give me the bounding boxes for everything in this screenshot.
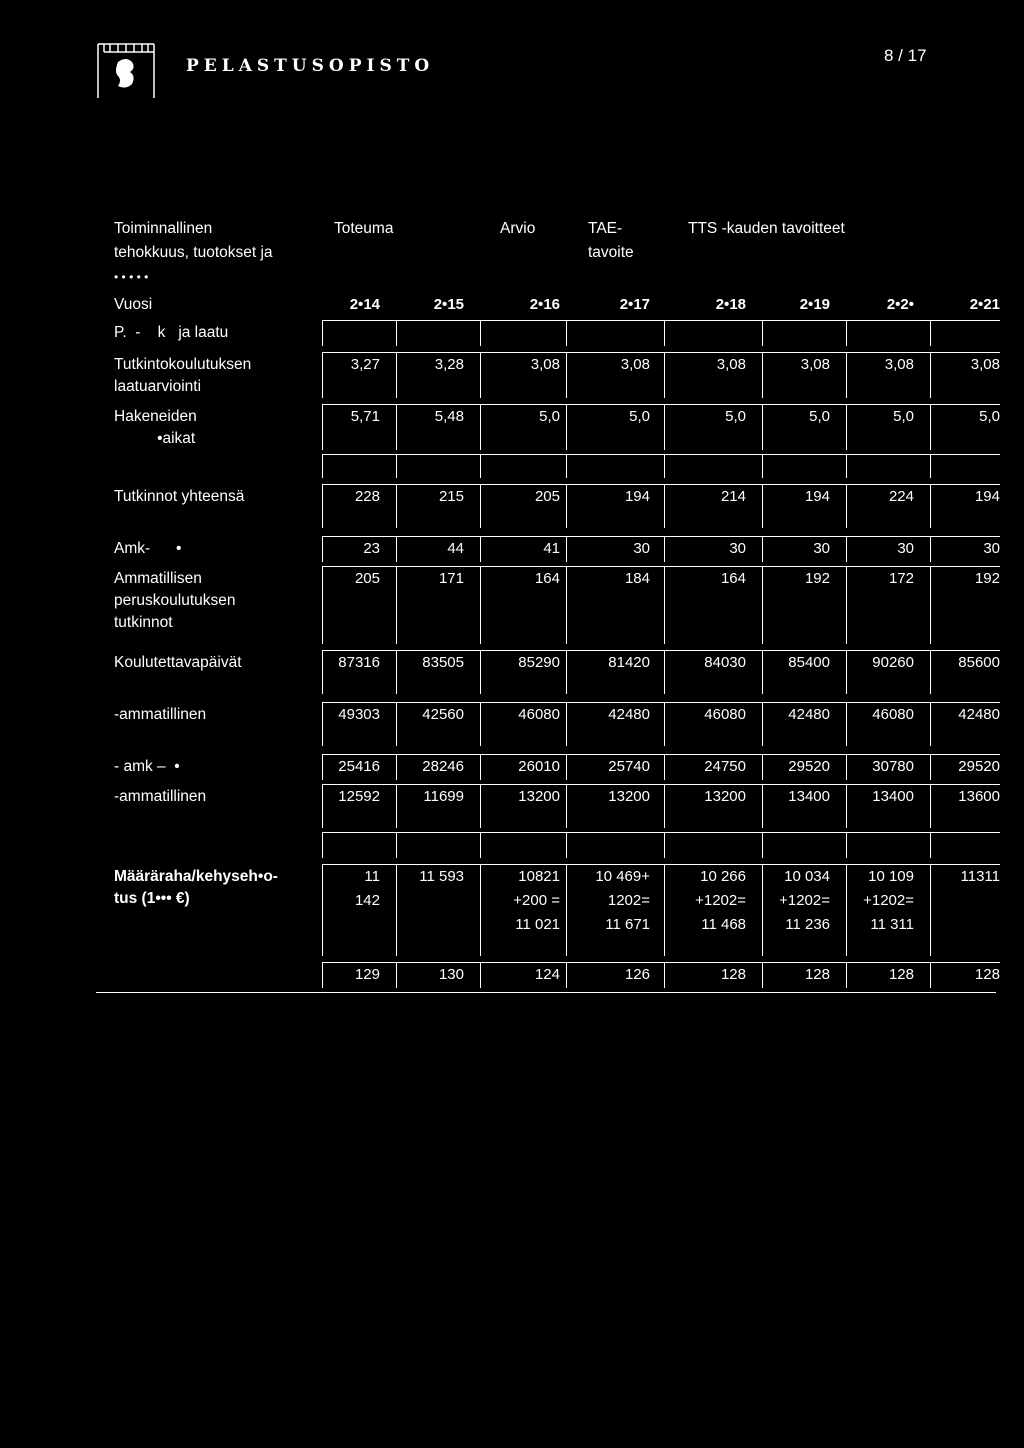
cell-value: 23	[363, 540, 380, 557]
row-label: tutkinnot	[114, 614, 173, 631]
cell-value: 184	[624, 570, 650, 587]
table-cell	[480, 454, 566, 478]
cell-value: 12592	[338, 788, 380, 805]
cell-value: 11 671	[605, 916, 650, 933]
cell-value: 13200	[608, 788, 650, 805]
table-cell	[480, 832, 566, 858]
table-cell	[322, 832, 396, 858]
cell-value: 13400	[872, 788, 914, 805]
table-cell	[396, 320, 480, 346]
cell-value: 85290	[518, 654, 560, 671]
cell-value: 142	[354, 892, 380, 909]
rescue-college-logo-icon	[96, 40, 162, 100]
cell-value: 5,0	[809, 408, 830, 425]
table-cell	[322, 454, 396, 478]
cell-value: 3,08	[716, 356, 746, 373]
cell-value: +200 =	[513, 892, 560, 909]
cell-value: 3,08	[884, 356, 914, 373]
cell-value: 41	[543, 540, 560, 557]
cell-value: 13600	[958, 788, 1000, 805]
row-label: Määräraha/kehyseh•o-	[114, 868, 278, 885]
table-cell	[664, 320, 762, 346]
cell-value: 13200	[704, 788, 746, 805]
table-cell	[322, 320, 396, 346]
row-label: Tutkintokoulutuksen	[114, 356, 252, 373]
cell-value: 3,28	[434, 356, 464, 373]
cell-value: 10 469+	[595, 868, 650, 885]
cell-value: 5,0	[725, 408, 746, 425]
cell-value: 11	[364, 868, 380, 885]
cell-value: 205	[354, 570, 380, 587]
cell-value: +1202=	[863, 892, 914, 909]
row-label: Koulutettavapäivät	[114, 654, 242, 671]
arvio-header: Arvio	[500, 220, 536, 237]
cell-value: 30780	[872, 758, 914, 775]
cell-value: 5,0	[979, 408, 1000, 425]
cell-value: 49303	[338, 706, 380, 723]
cell-value: 44	[447, 540, 464, 557]
label-header-line2: tehokkuus, tuotokset ja	[114, 244, 273, 261]
cell-value: 13200	[518, 788, 560, 805]
cell-value: 164	[720, 570, 746, 587]
cell-value: 128	[974, 966, 1000, 983]
cell-value: 28246	[422, 758, 464, 775]
table-cell	[664, 832, 762, 858]
cell-value: 124	[534, 966, 560, 983]
table-cell	[396, 832, 480, 858]
cell-value: 30	[983, 540, 1000, 557]
cell-value: 10 034	[784, 868, 830, 885]
table-cell	[762, 454, 846, 478]
tae-header-line1: TAE-	[588, 220, 623, 237]
cell-value: 42560	[422, 706, 464, 723]
label-header-line1: Toiminnallinen	[114, 220, 213, 237]
cell-value: 5,71	[350, 408, 380, 425]
cell-value: 5,0	[539, 408, 560, 425]
row-label: laatuarviointi	[114, 378, 202, 395]
cell-value: 11 593	[419, 868, 464, 885]
year-header: 2•18	[715, 296, 746, 313]
cell-value: 11699	[423, 788, 464, 805]
cell-value: 84030	[704, 654, 746, 671]
table-cell	[566, 832, 664, 858]
page-number: 8 / 17	[884, 46, 927, 65]
tts-header: TTS -kauden tavoitteet	[688, 220, 845, 237]
cell-value: 128	[804, 966, 830, 983]
cell-value: 46080	[518, 706, 560, 723]
cell-value: 29520	[788, 758, 830, 775]
cell-value: 1202=	[607, 892, 650, 909]
row-label: Tutkinnot yhteensä	[114, 488, 245, 505]
table-bottom-rule	[96, 992, 996, 993]
year-row-label: Vuosi	[114, 296, 153, 313]
cell-value: +1202=	[695, 892, 746, 909]
cell-value: 25740	[608, 758, 650, 775]
cell-value: 13400	[788, 788, 830, 805]
cell-value: 194	[804, 488, 830, 505]
row-label: -ammatillinen	[114, 706, 207, 723]
table-cell	[930, 832, 1000, 858]
cell-value: 215	[438, 488, 464, 505]
cell-value: 81420	[608, 654, 650, 671]
label-header-line3: • • • • •	[114, 270, 149, 284]
cell-value: 10 266	[700, 868, 746, 885]
year-header: 2•15	[433, 296, 464, 313]
cell-value: 42480	[608, 706, 650, 723]
cell-value: 171	[438, 570, 464, 587]
cell-value: 192	[974, 570, 1000, 587]
cell-value: 11 311	[870, 916, 914, 933]
cell-value: 3,08	[970, 356, 1000, 373]
cell-value: 30	[633, 540, 650, 557]
table-cell	[930, 454, 1000, 478]
cell-value: 42480	[788, 706, 830, 723]
table-cell	[762, 832, 846, 858]
table-cell	[566, 454, 664, 478]
cell-value: 194	[624, 488, 650, 505]
cell-value: 205	[534, 488, 560, 505]
cell-value: 194	[974, 488, 1000, 505]
table-cell	[846, 454, 930, 478]
row-label: Amk- •	[114, 540, 182, 557]
cell-value: 10821	[518, 868, 560, 885]
year-header: 2•16	[529, 296, 560, 313]
cell-value: 5,0	[893, 408, 914, 425]
row-label: •aikat	[114, 430, 196, 447]
cell-value: 10 109	[868, 868, 914, 885]
cell-value: 128	[720, 966, 746, 983]
cell-value: +1202=	[779, 892, 830, 909]
cell-value: 192	[804, 570, 830, 587]
row-label: Hakeneiden	[114, 408, 197, 425]
cell-value: 29520	[958, 758, 1000, 775]
cell-value: 3,08	[530, 356, 560, 373]
cell-value: 11 236	[785, 916, 830, 933]
table-cell	[846, 832, 930, 858]
cell-value: 30	[813, 540, 830, 557]
cell-value: 24750	[704, 758, 746, 775]
table-cell	[846, 320, 930, 346]
row-label: tus (1••• €)	[114, 890, 190, 907]
cell-value: 214	[720, 488, 746, 505]
cell-value: 85400	[788, 654, 830, 671]
cell-value: 42480	[958, 706, 1000, 723]
cell-value: 3,27	[350, 356, 380, 373]
toteuma-header: Toteuma	[334, 220, 394, 237]
year-header: 2•19	[799, 296, 830, 313]
cell-value: 3,08	[620, 356, 650, 373]
cell-value: 83505	[422, 654, 464, 671]
year-header: 2•17	[619, 296, 650, 313]
cell-value: 5,0	[629, 408, 650, 425]
cell-value: 129	[354, 966, 380, 983]
year-header: 2•2•	[886, 296, 914, 313]
cell-value: 46080	[704, 706, 746, 723]
cell-value: 30	[729, 540, 746, 557]
cell-value: 87316	[338, 654, 380, 671]
row-label: -ammatillinen	[114, 788, 207, 805]
row-label: - amk – •	[114, 758, 180, 775]
cell-value: 85600	[958, 654, 1000, 671]
cell-value: 11311	[960, 868, 1000, 885]
year-header: 2•14	[349, 296, 380, 313]
table-cell	[930, 320, 1000, 346]
cell-value: 25416	[338, 758, 380, 775]
cell-value: 224	[888, 488, 914, 505]
cell-value: 172	[888, 570, 914, 587]
cell-value: 228	[354, 488, 380, 505]
row-label: P. - k ja laatu	[114, 324, 229, 341]
cell-value: 26010	[518, 758, 560, 775]
row-label: Ammatillisen	[114, 570, 202, 587]
table-cell	[664, 454, 762, 478]
table-cell	[762, 320, 846, 346]
cell-value: 3,08	[800, 356, 830, 373]
year-header: 2•21	[969, 296, 1000, 313]
cell-value: 30	[897, 540, 914, 557]
cell-value: 164	[534, 570, 560, 587]
table-cell	[396, 454, 480, 478]
table-cell	[480, 320, 566, 346]
organization-title: PELASTUSOPISTO	[186, 56, 435, 76]
cell-value: 11 021	[515, 916, 560, 933]
cell-value: 46080	[872, 706, 914, 723]
cell-value: 11 468	[701, 916, 746, 933]
row-label: peruskoulutuksen	[114, 592, 236, 609]
cell-value: 126	[624, 966, 650, 983]
cell-value: 5,48	[434, 408, 464, 425]
cell-value: 128	[888, 966, 914, 983]
cell-value: 130	[438, 966, 464, 983]
table-cell	[566, 320, 664, 346]
cell-value: 90260	[872, 654, 914, 671]
tae-header-line2: tavoite	[588, 244, 634, 261]
